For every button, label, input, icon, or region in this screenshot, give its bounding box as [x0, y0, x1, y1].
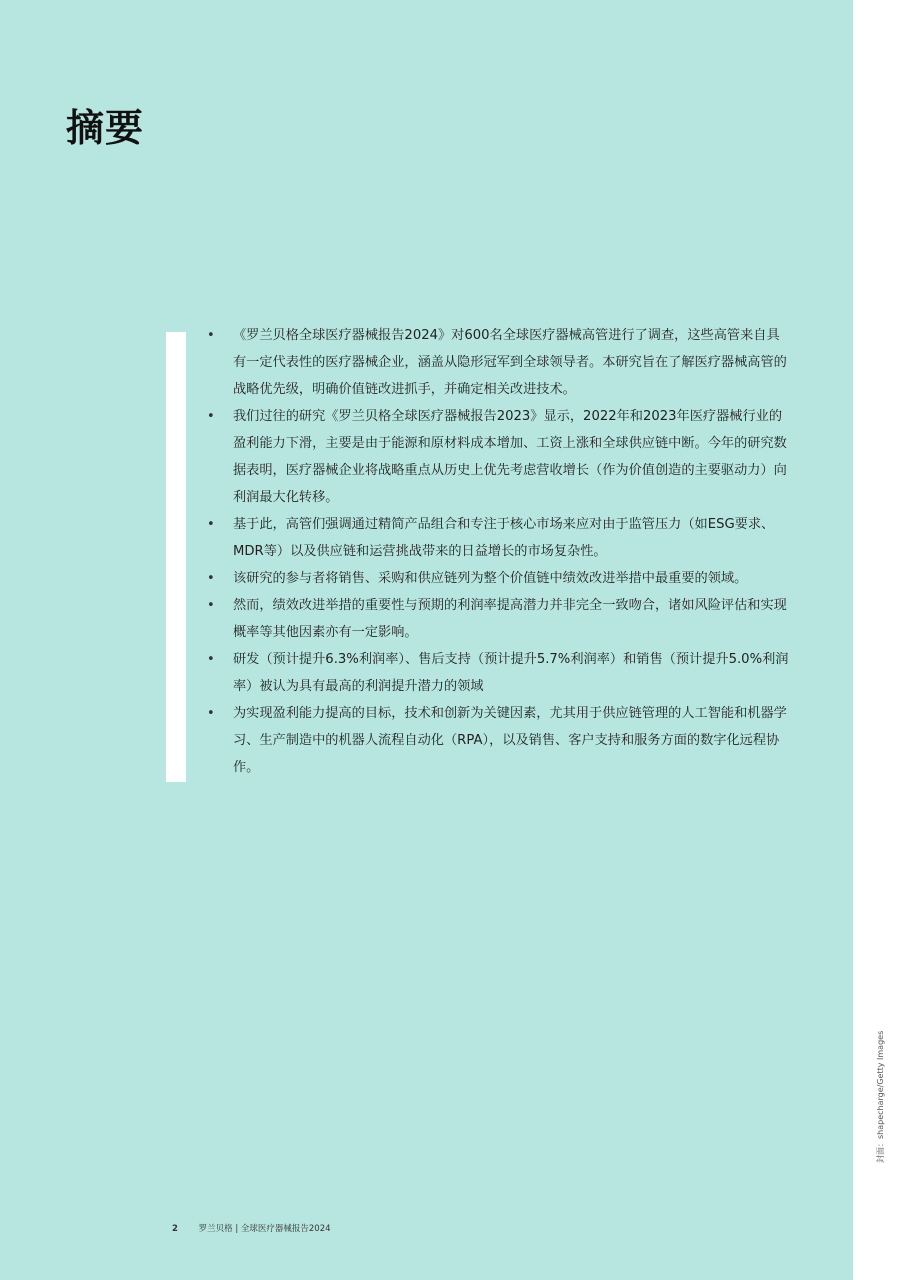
summary-item-text: 为实现盈利能力提高的目标，技术和创新为关键因素，尤其用于供应链管理的人工智能和机器学习、生产制造中的机器人流程自动化（RPA），以及销售、客户支持和服务方面的数字化远程协作。 — [233, 706, 787, 775]
page-title: 摘要 — [66, 106, 145, 150]
summary-item-text: 《罗兰贝格全球医疗器械报告2024》对600名全球医疗器械高管进行了调查，这些高管来自具有一定代表性的医疗器械企业，涵盖从隐形冠军到全球领导者。本研究旨在了解医疗器械高管的战略优先级，明确价值链改进抓手，并确定相关改进技术。 — [233, 328, 787, 397]
bullet-icon: • — [207, 598, 215, 613]
summary-item-text: 该研究的参与者将销售、采购和供应链列为整个价值链中绩效改进举措中最重要的领域。 — [233, 571, 748, 586]
summary-item-text: 研发（预计提升6.3%利润率）、售后支持（预计提升5.7%利润率）和销售（预计提升5.0%利润率）被认为具有最高的利润提升潜力的领域 — [233, 652, 789, 694]
summary-item — [207, 565, 792, 592]
bullet-icon: • — [207, 571, 215, 586]
summary-item — [207, 511, 792, 565]
summary-item — [207, 322, 792, 403]
summary-list — [207, 322, 792, 781]
bullet-icon: • — [207, 706, 215, 721]
summary-item-text: 基于此，高管们强调通过精简产品组合和专注于核心市场来应对由于监管压力（如ESG要求、MDR等）以及供应链和运营挑战带来的日益增长的市场复杂性。 — [233, 517, 775, 559]
bullet-icon: • — [207, 328, 215, 343]
page-footer — [172, 1222, 331, 1234]
report-name: 罗兰贝格 | 全球医疗器械报告2024 — [198, 1224, 331, 1234]
accent-bar — [166, 332, 186, 782]
summary-item — [207, 403, 792, 511]
bullet-icon: • — [207, 652, 215, 667]
summary-item — [207, 646, 792, 700]
summary-item — [207, 700, 792, 781]
bullet-icon: • — [207, 409, 215, 424]
page-number: 2 — [172, 1224, 178, 1234]
summary-item-text: 然而，绩效改进举措的重要性与预期的利润率提高潜力并非完全一致吻合，诸如风险评估和实现概率等其他因素亦有一定影响。 — [233, 598, 787, 640]
summary-item — [207, 592, 792, 646]
image-credit: 封面：shapecharge/Getty Images — [876, 1030, 885, 1163]
bullet-icon: • — [207, 517, 215, 532]
summary-item-text: 我们过往的研究《罗兰贝格全球医疗器械报告2023》显示，2022年和2023年医疗器械行业的盈利能力下滑，主要是由于能源和原材料成本增加、工资上涨和全球供应链中断。今年的研究数据表明，医疗器械企业将战略重点从历史上优先考虑营收增长（作为价值创造的主要驱动力）向利润最大化转移。 — [233, 409, 787, 505]
